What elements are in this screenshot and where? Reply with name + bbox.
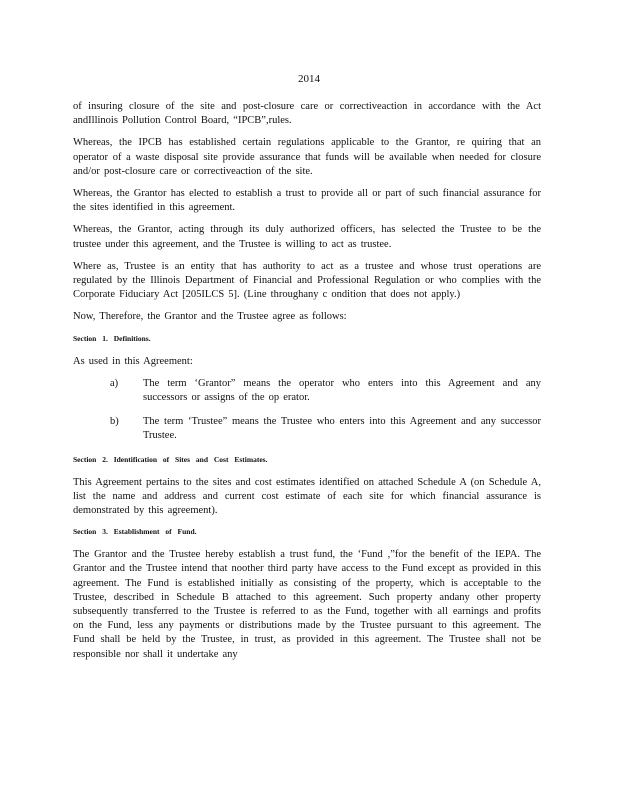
- section-2-text: This Agreement pertains to the sites and cost estimates identified on attached Schedule A (on Schedule A, list the name and address and current cost estimate of each site for which financial assurance is demonstrated by this agreement).: [73, 476, 541, 517]
- definition-label: b): [110, 416, 119, 428]
- definition-item: [73, 377, 541, 405]
- page-number: 2014: [298, 73, 320, 85]
- paragraph-whereas-grantor-elected: Whereas, the Grantor has elected to establish a trust to provide all or part of such financial assurance for the sites identified in this agreement.: [73, 188, 541, 214]
- paragraph-whereas-trustee-entity: Where as, Trustee is an entity that has authority to act as a trustee and whose trust operations are regulated by the Illinois Department of Financial and Professional Regulation or who complies with the Corporate Fiduciary Act [205ILCS 5]. (Line throughany c ondition that does not apply.): [73, 260, 541, 301]
- paragraph-whereas-ipcb: Whereas, the IPCB has established certain regulations applicable to the Grantor, re quiring that an operator of a waste disposal site provide assurance that funds will be available when needed for closure and/or post-closure care or correctiveaction of the site.: [73, 137, 541, 177]
- section-3-text: The Grantor and the Trustee hereby establish a trust fund, the ‘Fund ,”for the benefit of the IEPA. The Grantor and the Trustee intend that noother third party have access to the Fund except as provided in this agreement. The Fund is established initially as consisting of the property, which is acceptable to the Trustee, described in Schedule B attached to this agreement. Such property andany other property subsequently transferred to the Trustee is referred to as the Fund, together with all earnings and profits on the Fund, less any payments or distributions made by the Trustee pursuant to this agreement. The Fund shall be held by the Trustee, in trust, as provided in this agreement. The Trustee shall not be responsible nor shall it undertake any: [73, 549, 541, 660]
- definition-item: [73, 415, 541, 443]
- section-1-intro: As used in this Agreement:: [73, 355, 193, 367]
- paragraph-whereas-grantor-selected: Whereas, the Grantor, acting through its duly authorized officers, has selected the Trustee to be the trustee under this agreement, and the Trustee is willing to act as trustee.: [73, 224, 541, 250]
- definition-label: a): [110, 377, 119, 389]
- definition-text: The term ‘Grantor” means the operator who enters into this Agreement and any successors or assigns of the op erator.: [143, 377, 541, 404]
- document-body: [73, 100, 541, 670]
- section-3-heading: Section 3. Establishment of Fund.: [73, 527, 197, 537]
- paragraph-now-therefore: Now, Therefore, the Grantor and the Trustee agree as follows:: [73, 311, 347, 323]
- section-1-heading: Section 1. Definitions.: [73, 333, 151, 343]
- section-2-heading: Section 2. Identification of Sites and Cost Estimates.: [73, 454, 268, 464]
- definition-text: The term ‘Trustee” means the Trustee who enters into this Agreement and any successor Trustee.: [143, 416, 541, 442]
- paragraph-closure: of insuring closure of the site and post-closure care or correctiveaction in accordance with the Act andIllinois Pollution Control Board, “IPCB”,rules.: [73, 101, 541, 127]
